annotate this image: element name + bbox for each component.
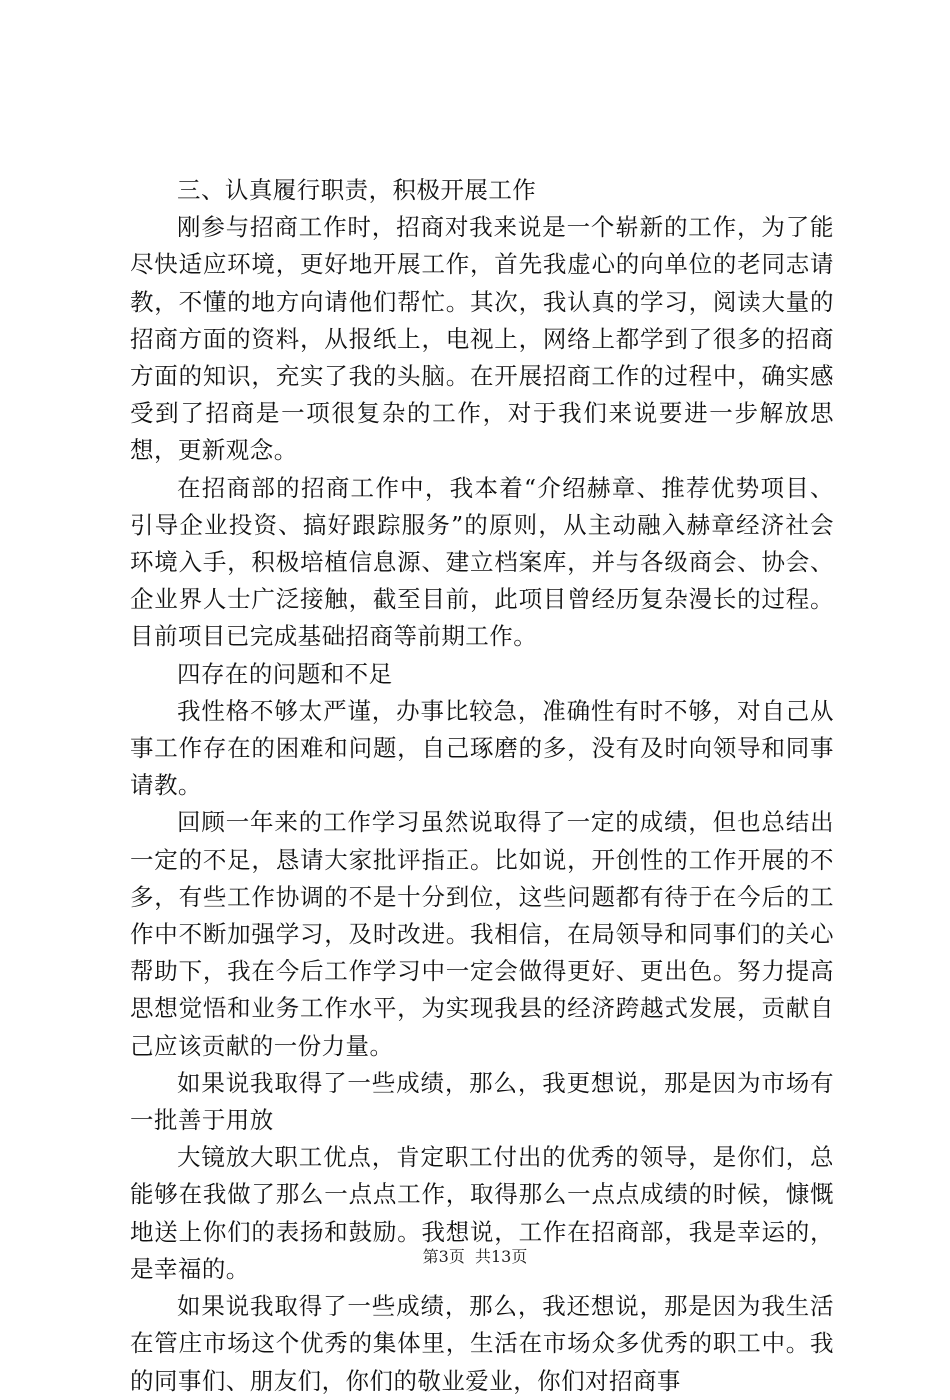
document-body bbox=[130, 172, 834, 1400]
page-number-label: 第3页 共13页 bbox=[422, 1247, 528, 1266]
body-paragraph: 大镜放大职工优点，肯定职工付出的优秀的领导，是你们，总能够在我做了那么一点点工作，取得那么一点点成绩的时候，慷慨地送上你们的表扬和鼓励。我想说，工作在招商部，我是幸运的，是幸福的。 bbox=[130, 1143, 834, 1283]
body-paragraph: 刚参与招商工作时，招商对我来说是一个崭新的工作，为了能尽快适应环境，更好地开展工作，首先我虚心的向单位的老同志请教，不懂的地方向请他们帮忙。其次，我认真的学习，阅读大量的招商方面的资料，从报纸上，电视上，网络上都学到了很多的招商方面的知识，充实了我的头脑。在开展招商工作的过程中，确实感受到了招商是一项很复杂的工作，对于我们来说要进一步解放思想，更新观念。 bbox=[130, 213, 834, 465]
section-heading-3: 三、认真履行职责，积极开展工作 bbox=[177, 176, 537, 204]
body-paragraph: 我性格不够太严谨，办事比较急，准确性有时不够，对自己从事工作存在的困难和问题，自己琢磨的多，没有及时向领导和同事请教。 bbox=[130, 696, 834, 800]
section-heading-4: 四存在的问题和不足 bbox=[177, 659, 393, 688]
body-paragraph: 如果说我取得了一些成绩，那么，我还想说，那是因为我生活在管庄市场这个优秀的集体里，生活在市场众多优秀的职工中。我的同事们、朋友们，你们的敬业爱业，你们对招商事 bbox=[130, 1292, 834, 1395]
body-paragraph: 在招商部的招商工作中，我本着“介绍赫章、推荐优势项目、引导企业投资、搞好跟踪服务”的原则，从主动融入赫章经济社会环境入手，积极培植信息源、建立档案库，并与各级商会、协会、企业界人士广泛接触，截至目前，此项目曾经历复杂漫长的过程。目前项目已完成基础招商等前期工作。 bbox=[130, 473, 834, 651]
body-paragraph: 回顾一年来的工作学习虽然说取得了一定的成绩，但也总结出一定的不足，恳请大家批评指正。比如说，开创性的工作开展的不多，有些工作协调的不是十分到位，这些问题都有待于在今后的工作中不断加强学习，及时改进。我相信，在局领导和同事们的关心帮助下，我在今后工作学习中一定会做得更好、更出色。努力提高思想觉悟和业务工作水平，为实现我县的经济跨越式发展，贡献自己应该贡献的一份力量。 bbox=[130, 808, 834, 1060]
body-paragraph: 如果说我取得了一些成绩，那么，我更想说，那是因为市场有一批善于用放 bbox=[130, 1068, 834, 1135]
page-footer bbox=[0, 1244, 950, 1267]
